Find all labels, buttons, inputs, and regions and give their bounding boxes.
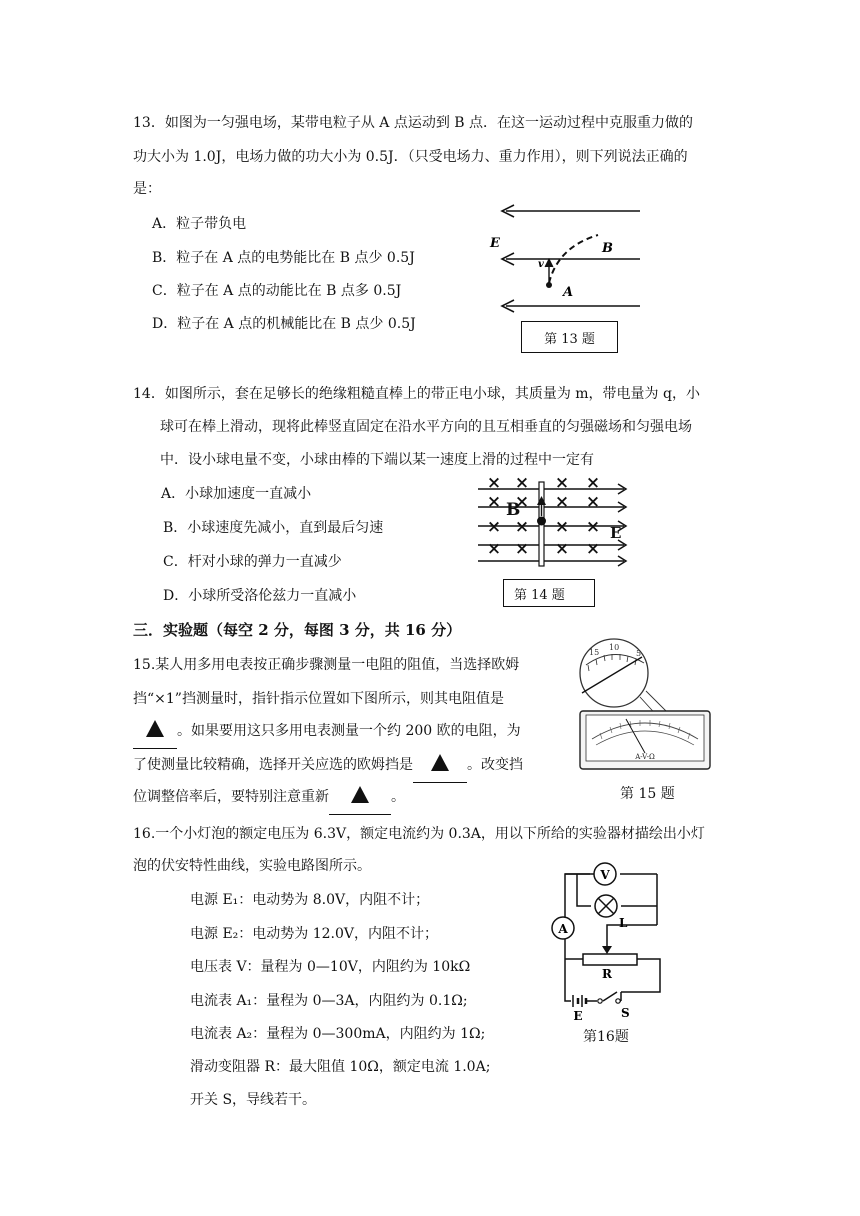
dial-label-5: 5 xyxy=(636,649,642,658)
q14-line3: 中．设小球电量不变，小球由棒的下端以某一速度上滑的过程中一定有 xyxy=(160,452,594,468)
label-b: B xyxy=(506,500,521,520)
q15-line5-head: 位调整倍率后，要特别注意重新 xyxy=(133,789,329,805)
svg-text:×: × xyxy=(514,473,530,493)
dial-label-15: 15 xyxy=(589,648,600,657)
q15-line3-tail: 。如果要用这只多用电表测量一个约 200 欧的电阻，为 xyxy=(177,723,521,739)
q16-line1: 16.一个小灯泡的额定电压为 6.3V，额定电流约为 0.3A，用以下所给的实验器材描绘出小灯 xyxy=(133,826,705,842)
label-a: A xyxy=(558,922,568,936)
svg-text:×: × xyxy=(554,517,570,537)
triangle-marker-icon xyxy=(431,754,449,771)
label-b: B xyxy=(602,241,613,256)
q13-line2: 功大小为 1.0J，电场力做的功大小为 0.5J．（只受电场力、重力作用），则下列说法正确的 xyxy=(133,149,688,165)
q14-line2: 球可在棒上滑动，现将此棒竖直固定在沿水平方向的且互相垂直的匀强磁场和匀强电场 xyxy=(160,419,692,435)
dial-label-10: 10 xyxy=(609,643,620,652)
answer-blank-1[interactable] xyxy=(133,714,177,749)
q14-option-b: B．小球速度先减小，直到最后匀速 xyxy=(163,520,384,536)
svg-text:×: × xyxy=(486,492,502,512)
svg-text:×: × xyxy=(585,492,601,512)
q15-line3 xyxy=(133,714,521,749)
q15-line4-head: 了使测量比较精确，选择开关应选的欧姆挡是 xyxy=(133,757,413,773)
q14-option-c: C．杆对小球的弹力一直减少 xyxy=(163,554,342,570)
svg-text:×: × xyxy=(486,473,502,493)
triangle-marker-icon xyxy=(146,720,164,737)
ball-velocity-arrow xyxy=(537,496,546,505)
q16-item-6: 滑动变阻器 R：最大阻值 10Ω，额定电流 1.0A; xyxy=(190,1059,491,1075)
q16-item-3: 电压表 V：量程为 0—10V，内阻约为 10kΩ xyxy=(190,959,471,975)
triangle-marker-icon xyxy=(351,786,369,803)
q13-line3: 是： xyxy=(133,181,161,197)
q13-caption: 第 13 题 xyxy=(521,321,618,353)
multimeter-figure xyxy=(574,635,734,775)
svg-text:×: × xyxy=(486,539,502,559)
svg-text:×: × xyxy=(554,492,570,512)
q15-line1: 15.某人用多用电表按正确步骤测量一电阻的阻值，当选择欧姆 xyxy=(133,657,520,673)
q16-item-7: 开关 S，导线若干。 xyxy=(190,1092,317,1108)
label-a: A xyxy=(563,285,574,300)
q16-circuit-figure xyxy=(545,855,670,1020)
q13-option-c: C．粒子在 A 点的动能比在 B 点多 0.5J xyxy=(152,283,402,299)
label-e: E xyxy=(490,236,500,251)
label-v: V xyxy=(600,868,610,882)
q13-option-a: A．粒子带负电 xyxy=(152,216,247,232)
q13-field-figure xyxy=(480,195,650,320)
q15-line4 xyxy=(133,748,523,783)
q13-option-b: B．粒子在 A 点的电势能比在 B 点少 0.5J xyxy=(152,250,415,266)
q15-line5 xyxy=(133,780,405,815)
svg-text:×: × xyxy=(486,517,502,537)
q14-line1: 14．如图所示，套在足够长的绝缘粗糙直棒上的带正电小球，其质量为 m，带电量为 q，小 xyxy=(133,386,700,402)
q15-line5-tail: 。 xyxy=(391,789,405,805)
label-e: E xyxy=(610,524,622,542)
q16-item-4: 电流表 A₁：量程为 0—3A，内阻约为 0.1Ω; xyxy=(190,993,468,1009)
section3-title: 三．实验题（每空 2 分，每图 3 分，共 16 分） xyxy=(133,621,462,639)
label-r: R xyxy=(602,967,612,981)
svg-text:×: × xyxy=(585,517,601,537)
q14-option-a: A．小球加速度一直减小 xyxy=(161,486,312,502)
q14-option-d: D．小球所受洛伦兹力一直减小 xyxy=(163,588,357,604)
q15-line2: 挡“×1”挡测量时，指针指示位置如下图所示，则其电阻值是 xyxy=(133,691,504,707)
q14-caption: 第 14 题 xyxy=(503,579,595,607)
q13-option-d: D．粒子在 A 点的机械能比在 B 点少 0.5J xyxy=(152,316,416,332)
q16-item-5: 电流表 A₂：量程为 0—300mA，内阻约为 1Ω; xyxy=(190,1026,486,1042)
svg-text:×: × xyxy=(554,539,570,559)
svg-text:×: × xyxy=(514,492,530,512)
q16-item-2: 电源 E₂：电动势为 12.0V，内阻不计； xyxy=(190,926,439,942)
rheostat-slider-arrow xyxy=(602,946,612,954)
svg-text:×: × xyxy=(585,473,601,493)
answer-blank-3[interactable] xyxy=(329,780,391,815)
charged-ball xyxy=(537,517,546,526)
q15-caption: 第 15 题 xyxy=(620,786,675,802)
svg-text:×: × xyxy=(514,517,530,537)
q16-line2: 泡的伏安特性曲线，实验电路图所示。 xyxy=(133,858,371,874)
q16-item-1: 电源 E₁：电动势为 8.0V，内阻不计； xyxy=(190,892,430,908)
q14-field-figure xyxy=(476,472,636,572)
label-l: L xyxy=(619,916,628,930)
q13-line1: 13．如图为一匀强电场，某带电粒子从 A 点运动到 B 点．在这一运动过程中克服重力做的 xyxy=(133,115,694,131)
q15-line4-tail: 。改变挡 xyxy=(467,757,523,773)
label-e: E xyxy=(573,1009,583,1020)
label-s: S xyxy=(621,1006,630,1020)
meter-label: A-V-Ω xyxy=(635,753,655,761)
label-v: v xyxy=(538,259,544,270)
velocity-arrow xyxy=(545,259,553,267)
svg-text:×: × xyxy=(554,473,570,493)
svg-text:×: × xyxy=(514,539,530,559)
answer-blank-2[interactable] xyxy=(413,748,467,783)
q16-caption: 第16题 xyxy=(583,1029,629,1045)
svg-text:×: × xyxy=(585,539,601,559)
